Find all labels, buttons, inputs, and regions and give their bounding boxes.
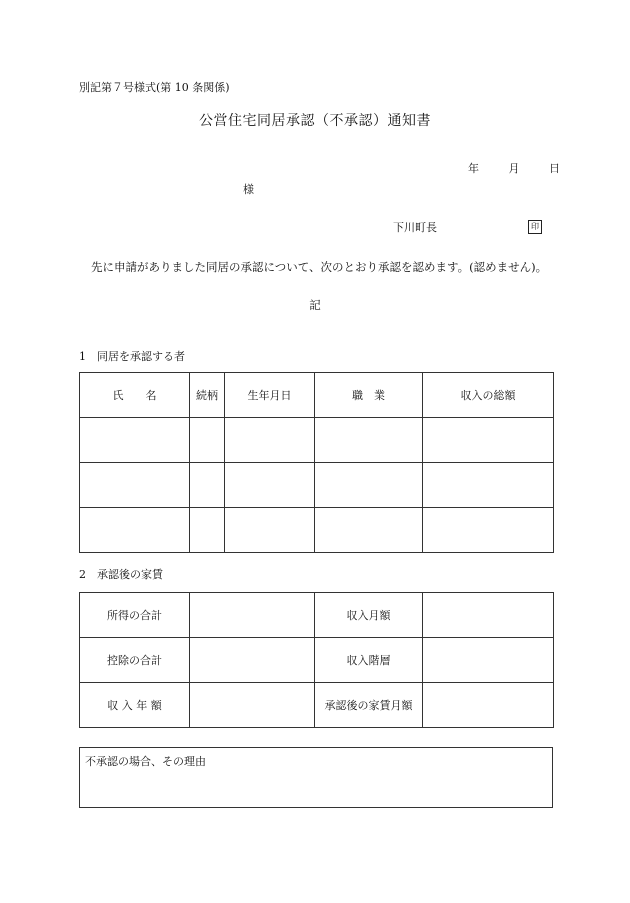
cell-occupation[interactable]: [315, 508, 423, 553]
addressee-suffix: 様: [243, 183, 254, 196]
disapproval-reason-box[interactable]: [79, 747, 553, 808]
table-row: [80, 683, 554, 728]
cell-occupation[interactable]: [315, 463, 423, 508]
cell-name[interactable]: [80, 463, 190, 508]
date-line: [468, 160, 560, 176]
ki-heading: 記: [309, 298, 321, 312]
value-annual-income[interactable]: [190, 683, 315, 728]
value-income-bracket[interactable]: [423, 638, 554, 683]
header-total-income: 収入の総額: [423, 373, 554, 418]
issuer-name: 下川町長: [393, 221, 437, 234]
header-birthdate: 生年月日: [225, 373, 315, 418]
section1-title: 1 同居を承認する者: [79, 350, 185, 363]
cohabitant-table: [79, 372, 554, 553]
label-income-total: 所得の合計: [80, 593, 190, 638]
value-approved-monthly-rent[interactable]: [423, 683, 554, 728]
date-day-label: 日: [549, 162, 560, 175]
header-relationship: 続柄: [190, 373, 225, 418]
cell-relationship[interactable]: [190, 508, 225, 553]
table-row: [80, 463, 554, 508]
form-number-label: 別記第７号様式(第 10 条関係): [79, 81, 230, 94]
cell-birthdate[interactable]: [225, 508, 315, 553]
label-deduction-total: 控除の合計: [80, 638, 190, 683]
cell-name[interactable]: [80, 508, 190, 553]
label-approved-monthly-rent: 承認後の家賃月額: [315, 683, 423, 728]
cell-occupation[interactable]: [315, 418, 423, 463]
seal-icon: 印: [528, 220, 542, 234]
value-income-total[interactable]: [190, 593, 315, 638]
table-header-row: [80, 373, 554, 418]
label-income-bracket: 収入階層: [315, 638, 423, 683]
header-name: 氏 名: [80, 373, 190, 418]
cell-total-income[interactable]: [423, 463, 554, 508]
cell-total-income[interactable]: [423, 418, 554, 463]
date-year-label: 年: [468, 162, 479, 175]
cell-name[interactable]: [80, 418, 190, 463]
header-occupation: 職 業: [315, 373, 423, 418]
cell-relationship[interactable]: [190, 463, 225, 508]
value-deduction-total[interactable]: [190, 638, 315, 683]
cell-total-income[interactable]: [423, 508, 554, 553]
intro-text: 先に申請がありました同居の承認について、次のとおり承認を認めます。(認めません)。: [91, 260, 548, 274]
document-title: 公営住宅同居承認（不承認）通知書: [199, 113, 431, 129]
table-row: [80, 638, 554, 683]
cell-relationship[interactable]: [190, 418, 225, 463]
disapproval-reason-label: 不承認の場合、その理由: [85, 755, 206, 768]
cell-birthdate[interactable]: [225, 418, 315, 463]
label-monthly-income: 収入月額: [315, 593, 423, 638]
label-annual-income: 収 入 年 額: [80, 683, 190, 728]
table-row: [80, 508, 554, 553]
table-row: [80, 418, 554, 463]
cell-birthdate[interactable]: [225, 463, 315, 508]
value-monthly-income[interactable]: [423, 593, 554, 638]
section2-title: 2 承認後の家賃: [79, 568, 163, 581]
date-month-label: 月: [508, 162, 520, 175]
table-row: [80, 593, 554, 638]
rent-table: [79, 592, 554, 728]
